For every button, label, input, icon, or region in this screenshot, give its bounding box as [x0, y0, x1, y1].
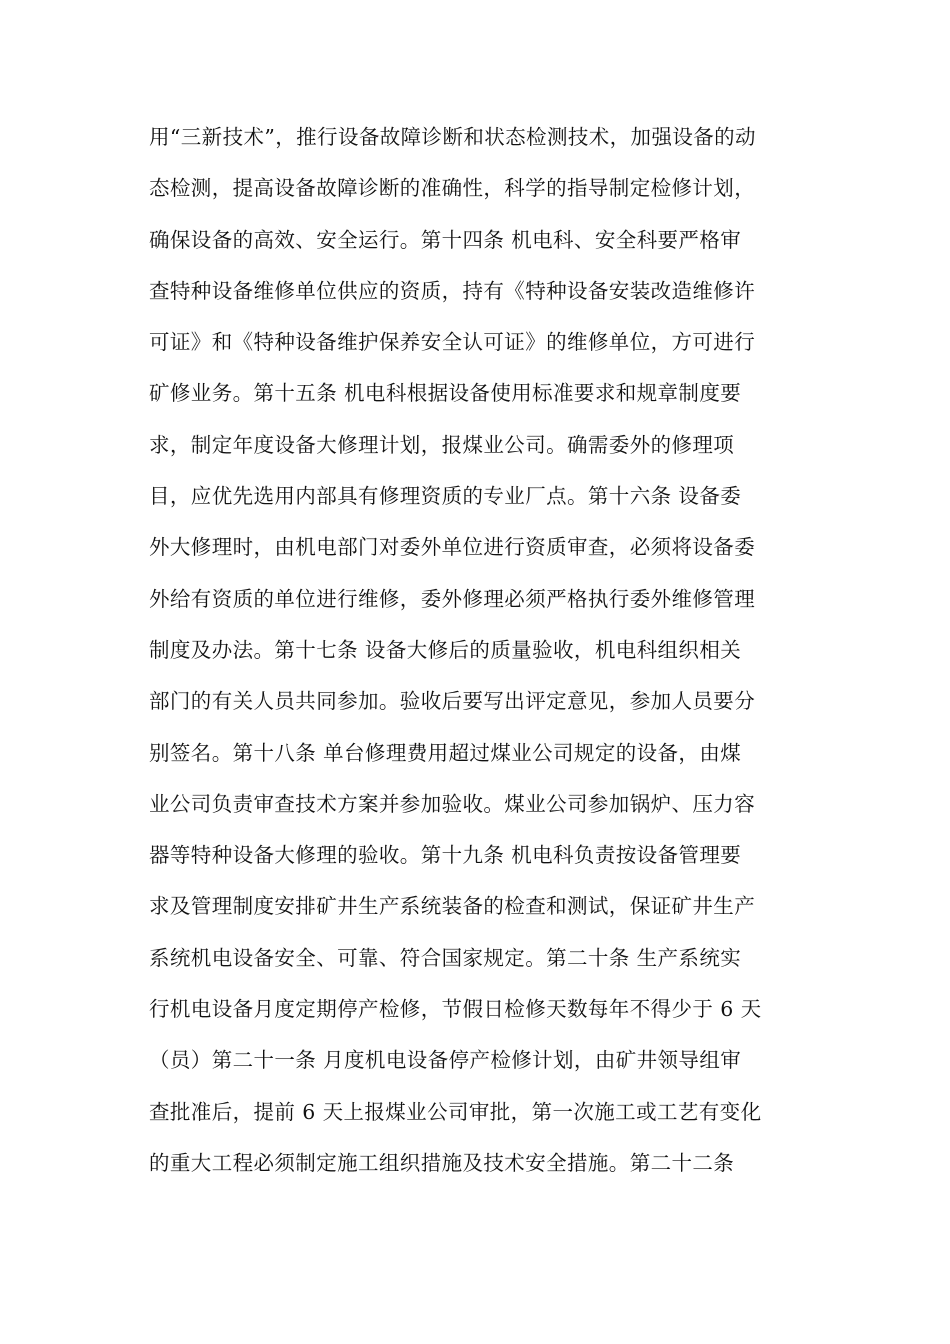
text-line: 求，制定年度设备大修理计划，报煤业公司。确需委外的修理项: [149, 432, 735, 457]
text-line: 查批准后，提前 6 天上报煤业公司审批，第一次施工或工艺有变化: [149, 1099, 762, 1124]
text-line: 查特种设备维修单位供应的资质，持有《特种设备安装改造维修许: [149, 278, 756, 303]
text-line: 求及管理制度安排矿井生产系统装备的检查和测试，保证矿井生产: [149, 894, 756, 919]
body-text: [149, 118, 809, 1195]
text-line: 矿修业务。第十五条 机电科根据设备使用标准要求和规章制度要: [149, 381, 742, 406]
text-line: 别签名。第十八条 单台修理费用超过煤业公司规定的设备，由煤: [149, 740, 742, 765]
text-line: 器等特种设备大修理的验收。第十九条 机电科负责按设备管理要: [149, 843, 742, 868]
text-line: （员）第二十一条 月度机电设备停产检修计划，由矿井领导组审: [149, 1048, 742, 1073]
text-line: 业公司负责审查技术方案并参加验收。煤业公司参加锅炉、压力容: [149, 791, 756, 816]
text-line: 可证》和《特种设备维护保养安全认可证》的维修单位，方可进行: [149, 330, 756, 355]
text-line: 外大修理时，由机电部门对委外单位进行资质审查，必须将设备委: [149, 535, 756, 560]
text-line: 制度及办法。第十七条 设备大修后的质量验收，机电科组织相关: [149, 637, 742, 662]
text-line: 系统机电设备安全、可靠、符合国家规定。第二十条 生产系统实: [149, 945, 742, 970]
text-line: 的重大工程必须制定施工组织措施及技术安全措施。第二十二条: [149, 1150, 735, 1175]
text-line: 行机电设备月度定期停产检修，节假日检修天数每年不得少于 6 天: [149, 997, 762, 1022]
text-line: 用“三新技术”，推行设备故障诊断和状态检测技术，加强设备的动: [149, 125, 756, 149]
text-line: 目，应优先选用内部具有修理资质的专业厂点。第十六条 设备委: [149, 484, 742, 509]
text-line: 外给有资质的单位进行维修，委外修理必须严格执行委外维修管理: [149, 586, 756, 611]
text-line: 部门的有关人员共同参加。验收后要写出评定意见，参加人员要分: [149, 689, 756, 714]
text-line: 态检测，提高设备故障诊断的准确性，科学的指导制定检修计划，: [149, 176, 756, 201]
text-line: 确保设备的高效、安全运行。第十四条 机电科、安全科要严格审: [149, 227, 742, 252]
